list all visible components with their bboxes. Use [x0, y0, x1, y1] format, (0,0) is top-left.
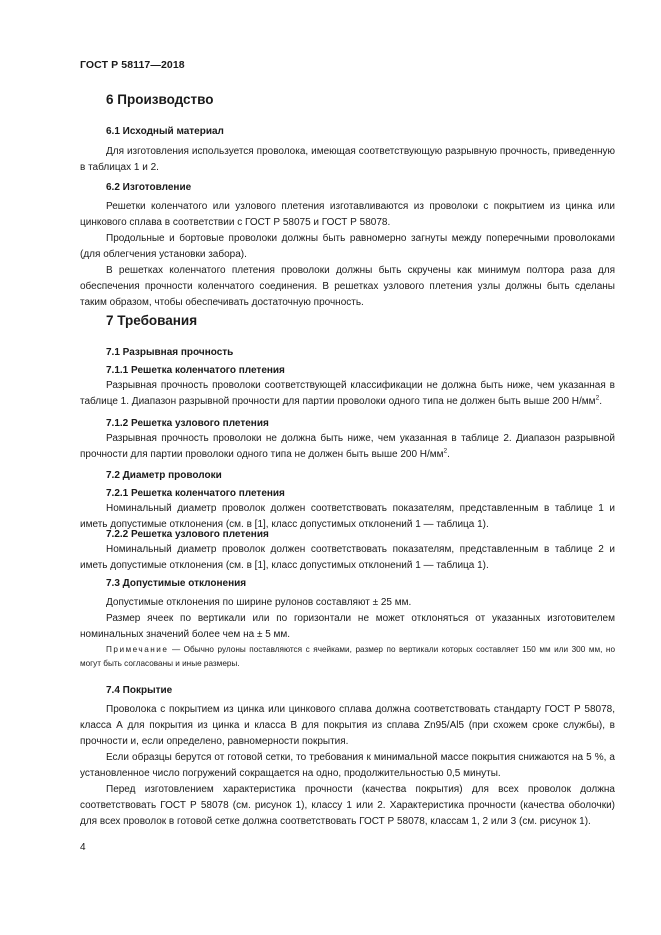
note-text: — Обычно рулоны поставляются с ячейками, размер по вертикали которых составляет 150 мм или 300 мм, но могут быть согласованы и иные размеры.	[80, 645, 615, 668]
section-7-2-1-paragraph: Номинальный диаметр проволок должен соответствовать показателям, представленным в таблице 1 и иметь допустимые отклонения (см. в [1], класс допустимых отклонений 1 — таблица 1).	[80, 503, 615, 530]
section-6-1-heading: 6.1 Исходный материал	[106, 126, 224, 137]
section-7-1-heading: 7.1 Разрывная прочность	[106, 347, 234, 358]
section-7-2-2-heading: 7.2.2 Решетка узлового плетения	[106, 529, 269, 540]
section-7-4-paragraph-1: Проволока с покрытием из цинка или цинкового сплава должна соответствовать стандарту ГОСТ Р 58078, класса А для покрытия из цинка и класса В для покрытия из сплава Zn95/Al5 (при схожем сроке службы), в прочности и, если определено, равномерности покрытия.	[80, 704, 615, 747]
section-6-2-paragraph-3: В решетках коленчатого плетения проволоки должны быть скручены как минимум полтора раза для обеспечения прочности коленчатого соединения. В решетках узлового плетения узлы должны быть сделаны таким образом, чтобы обеспечивать достаточную прочность.	[80, 265, 615, 308]
section-6-2-paragraph-1: Решетки коленчатого или узлового плетения изготавливаются из проволоки с покрытием из цинка или цинкового сплава в соответствии с ГОСТ Р 58075 и ГОСТ Р 58078.	[80, 201, 615, 228]
section-7-4-paragraph-2: Если образцы берутся от готовой сетки, то требования к минимальной массе покрытия снижаются на 5 %, а установленное число погружений сокращается на одно, продолжительностью 0,5 минуты.	[80, 752, 615, 779]
section-7-1-1-text: Разрывная прочность проволоки соответствующей классификации не должна быть ниже, чем указанная в таблице 1. Диапазон разрывной прочности для партии проволоки одного типа не должен быть выше 200 Н/мм	[80, 380, 615, 407]
sentence-end: .	[599, 396, 602, 407]
section-7-1-1-heading: 7.1.1 Решетка коленчатого плетения	[106, 365, 285, 376]
section-6-1-paragraph: Для изготовления используется проволока, имеющая соответствующую разрывную прочность, приведенную в таблицах 1 и 2.	[80, 146, 615, 173]
section-7-2-1-heading: 7.2.1 Решетка коленчатого плетения	[106, 488, 285, 499]
section-7-1-1-paragraph	[80, 378, 615, 410]
standard-designation: ГОСТ Р 58117—2018	[80, 59, 185, 71]
section-7-1-2-text: Разрывная прочность проволоки не должна быть ниже, чем указанная в таблице 2. Диапазон разрывной прочности для партии проволоки одного типа не должен быть выше 200 Н/мм	[80, 433, 615, 460]
section-7-4-heading: 7.4 Покрытие	[106, 685, 173, 696]
section-6-2-heading: 6.2 Изготовление	[106, 182, 192, 193]
superscript: 2	[595, 394, 600, 402]
section-7-3-note	[80, 643, 615, 671]
section-7-2-2-paragraph: Номинальный диаметр проволок должен соответствовать показателям, представленным в таблице 2 и иметь допустимые отклонения (см. в [1], класс допустимых отклонений 1 — таблица 1).	[80, 544, 615, 571]
section-7-1-2-heading: 7.1.2 Решетка узлового плетения	[106, 418, 269, 429]
section-7-heading: 7 Требования	[106, 313, 198, 328]
section-6-heading: 6 Производство	[106, 92, 214, 107]
section-7-1-2-paragraph	[80, 431, 615, 463]
section-7-3-paragraph-2: Размер ячеек по вертикали или по горизонтали не может отклоняться от указанных изготовителем номинальных значений более чем на ± 5 мм.	[80, 613, 615, 640]
section-6-2-paragraph-2: Продольные и бортовые проволоки должны быть равномерно загнуты между поперечными проволоками (для облегчения установки забора).	[80, 233, 615, 260]
section-7-3-heading: 7.3 Допустимые отклонения	[106, 578, 247, 589]
note-label: Примечание	[106, 645, 169, 654]
section-7-2-heading: 7.2 Диаметр проволоки	[106, 470, 222, 481]
superscript: 2	[443, 447, 448, 455]
sentence-end: .	[447, 449, 450, 460]
section-7-4-paragraph-3: Перед изготовлением характеристика прочности (качества покрытия) для всех проволок должна соответствовать ГОСТ Р 58078 (см. рисунок 1), классу 1 или 2. Характеристика прочности (качества оболочки) для всех проволок в готовой сетке должна соответствовать ГОСТ Р 58078, классам 1, 2 или 3 (см. рисунок 1).	[80, 784, 615, 827]
page-number: 4	[80, 842, 86, 853]
section-7-3-paragraph-1: Допустимые отклонения по ширине рулонов составляют ± 25 мм.	[106, 597, 412, 608]
